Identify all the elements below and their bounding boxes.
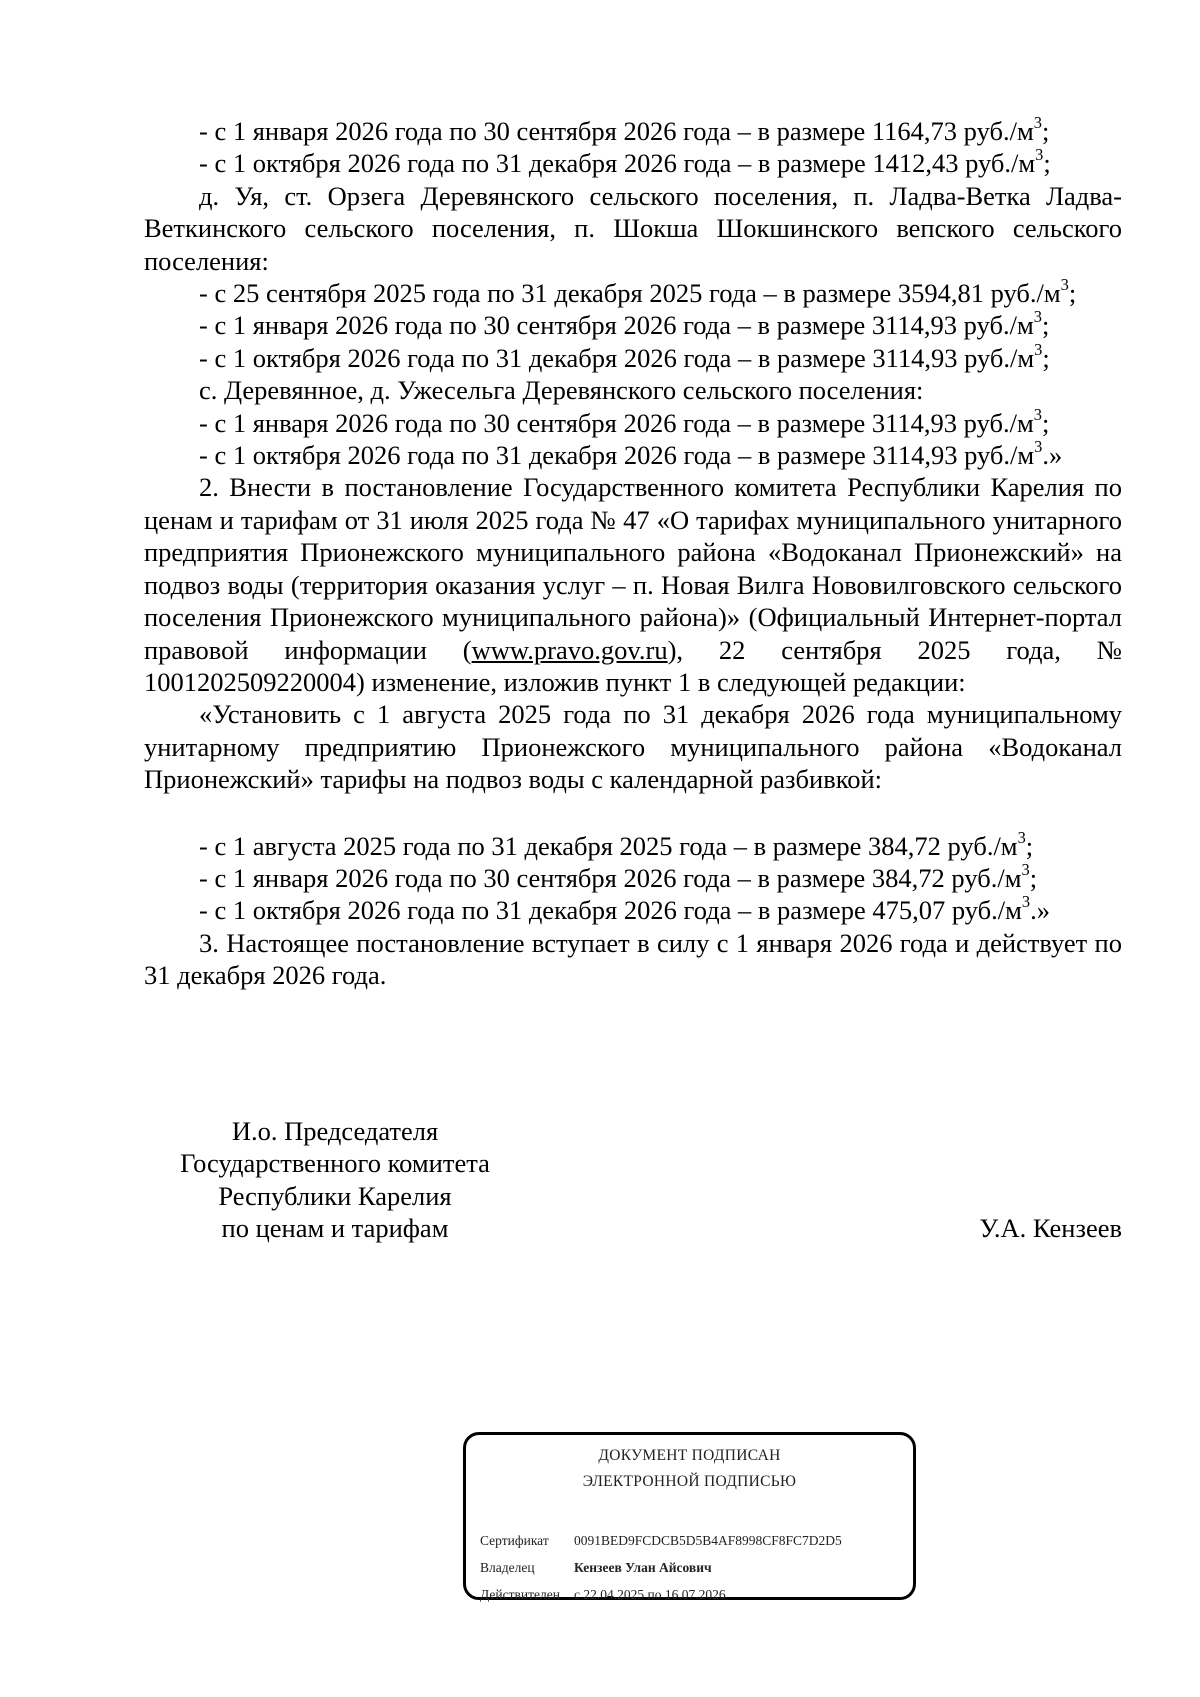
validity-period: с 22.04.2025 по 16.07.2026 [574, 1587, 726, 1602]
stamp-label: Сертификат [480, 1533, 549, 1548]
stamp-heading-line: ЭЛЕКТРОННОЙ ПОДПИСЬЮ [582, 1473, 797, 1490]
tariff-line: - с 1 октября 2026 года по 31 декабря 2026 года – в размере 3114,93 $руб./м^3$.» [199, 437, 1063, 471]
signatory-title-line: И.о. Председателя [231, 1116, 439, 1146]
spacer [144, 796, 1122, 830]
signatory-title [155, 1115, 515, 1245]
tariff-line: - с 1 января 2026 года по 30 сентября 2026 года – в размере 3114,93 $руб./м^3$; [199, 307, 1050, 341]
tariff-line: - с 1 октября 2026 года по 31 декабря 2026 года – в размере 3114,93 $руб./м^3$; [199, 340, 1050, 373]
stamp-heading [466, 1443, 913, 1495]
pravo-gov-link[interactable]: www.pravo.gov.ru [471, 634, 668, 665]
tariff-line: - с 1 января 2026 года по 30 сентября 2026 года – в размере 1164,73 $руб./м^3$; [199, 113, 1050, 146]
stamp-label: Владелец [480, 1560, 535, 1575]
stamp-certificate-row [480, 1527, 842, 1554]
tariff-line: - с 1 октября 2026 года по 31 декабря 2026 года – в размере 475,07 $руб./м^3$.» [199, 892, 1050, 926]
owner-name: Кензеев Улан Айсович [574, 1560, 712, 1575]
locality-heading: с. Деревянное, д. Ужесельга Деревянского сельского поселения: [199, 375, 924, 406]
stamp-details [480, 1527, 842, 1608]
document-body [144, 115, 1122, 992]
clause-2: 2. Внести в постановление Государственного комитета Республики Карелия по ценам и тарифам от 31 июля 2025 года № 47 «О тарифах муниципального унитарного предприятия Прионежского муниципального района «Водоканал Прионежский» на подвоз воды (территория оказания услуг – п. Новая Вилга Нововилговского сельского поселения Прионежского муниципального района)» (Официальный Интернет-портал правовой информации (www.pravo.gov.ru), 22 сентября 2025 года, № 1001202509220004) изменение, изложив пункт 1 в следующей редакции: [144, 472, 1123, 697]
stamp-label: Действителен [480, 1587, 560, 1602]
stamp-owner-row [480, 1554, 842, 1581]
quoted-clause: «Установить с 1 августа 2025 года по 31 декабря 2026 года муниципальному унитарному предприятию Прионежского муниципального района «Водоканал Прионежский» тарифы на подвоз воды с календарной разбивкой: [144, 699, 1122, 795]
certificate-number: 0091BED9FCDCB5D5B4AF8998CF8FC7D2D5 [574, 1533, 842, 1548]
tariff-line: - с 1 августа 2025 года по 31 декабря 2025 года – в размере 384,72 $руб./м^3$; [199, 827, 1034, 861]
clause-3: 3. Настоящее постановление вступает в силу с 1 января 2026 года и действует по 31 декабря 2026 года. [144, 927, 1122, 991]
e-signature-stamp [463, 1432, 916, 1600]
tariff-line: - с 1 января 2026 года по 30 сентября 2026 года – в размере 384,72 $руб./м^3$; [199, 860, 1038, 893]
signatory-title-line: по ценам и тарифам [221, 1213, 449, 1244]
signatory-name: У.А. Кензеев [979, 1213, 1122, 1243]
locality-heading: д. Уя, ст. Орзега Деревянского сельского поселения, п. Ладва-Ветка Ладва-Веткинского сельского поселения, п. Шокша Шокшинского вепского сельского поселения: [144, 180, 1122, 276]
signatory-title-line: Республики Карелия [218, 1180, 452, 1211]
tariff-line: - с 25 сентября 2025 года по 31 декабря 2025 года – в размере 3594,81 $руб./м^3$; [199, 275, 1077, 309]
signatory-title-line: Государственного комитета [180, 1148, 490, 1179]
stamp-validity-row [480, 1581, 842, 1608]
stamp-heading-line: ДОКУМЕНТ ПОДПИСАН [598, 1447, 781, 1464]
tariff-line: - с 1 января 2026 года по 30 сентября 2026 года – в размере 3114,93 $руб./м^3$; [199, 404, 1050, 438]
tariff-line: - с 1 октября 2026 года по 31 декабря 2026 года – в размере 1412,43 $руб./м^3$; [199, 145, 1051, 179]
